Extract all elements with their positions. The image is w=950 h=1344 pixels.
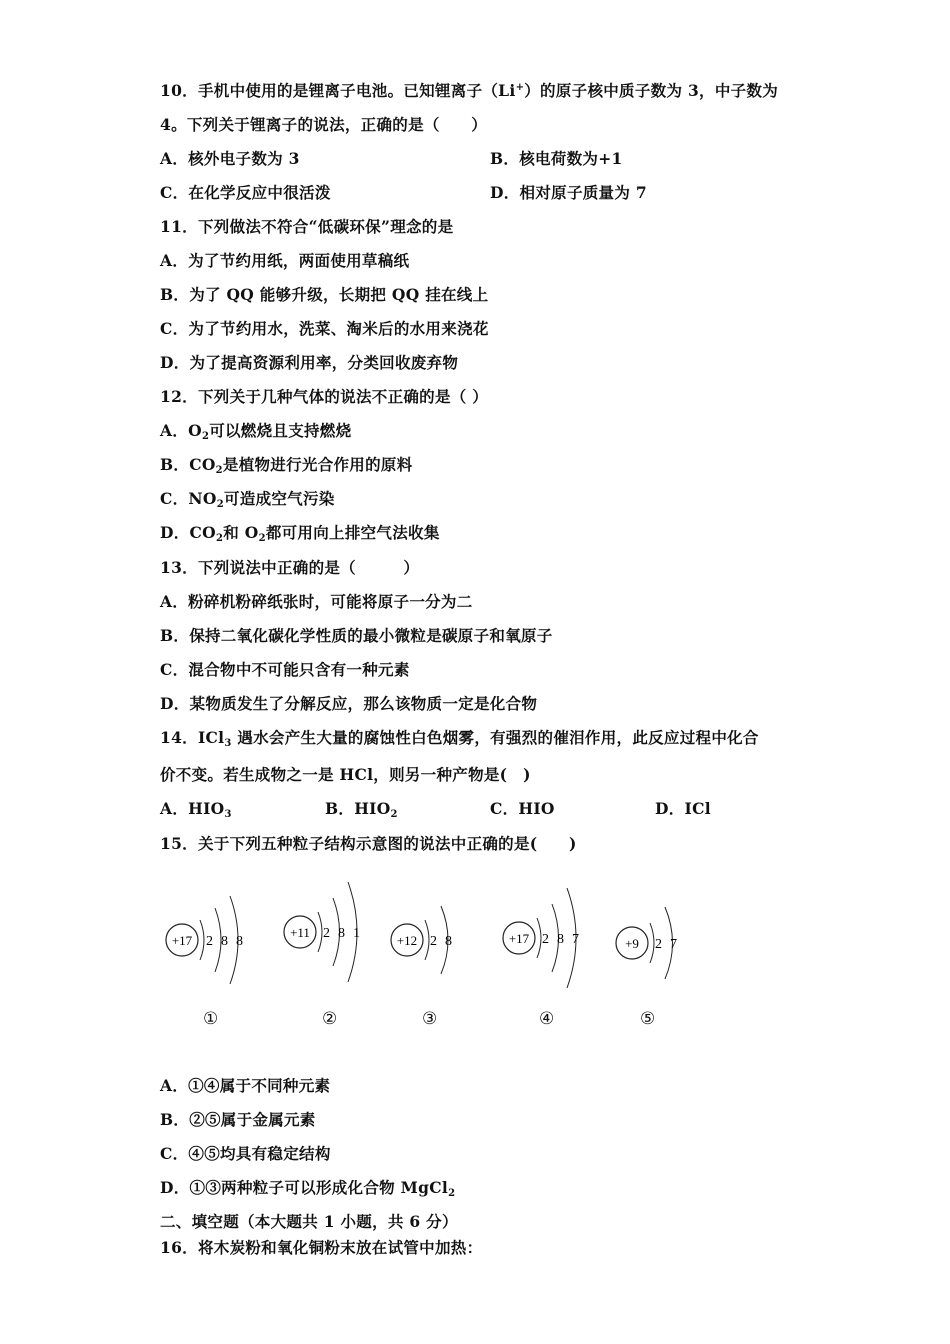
q10-option-c: C．在化学反应中很活泼 [160,183,331,202]
shell-electrons: 7 [572,932,579,947]
shell-electrons: 8 [236,934,243,949]
atom-diagram-4-svg [497,878,607,998]
q11-stem: 11．下列做法不符合“低碳环保”理念的是 [160,217,454,236]
q15-option-d: D．①③两种粒子可以形成化合物 MgCl$_2$ [160,1178,456,1199]
atom-label-2: ② [322,1009,338,1029]
nucleus-charge: +12 [396,933,418,948]
atom-diagram-2-svg [280,872,390,992]
atom-diagram-4 [497,878,607,1002]
q11-option-b: B．为了 QQ 能够升级，长期把 QQ 挂在线上 [160,285,489,304]
q13-option-c: C．混合物中不可能只含有一种元素 [160,660,410,679]
shell-arc [425,920,429,960]
atom-diagram-1 [160,880,270,1004]
atom-diagram-2 [280,872,390,996]
section-heading: 二、填空题（本大题共 1 小题，共 6 分） [160,1212,458,1231]
q14-option-d: D．ICl [655,799,711,818]
atom-diagram-1-svg [160,880,270,1000]
shell-electrons: 2 [430,934,437,949]
shell-electrons: 8 [445,934,452,949]
shell-electrons: 8 [221,934,228,949]
q11-option-a: A．为了节约用纸，两面使用草稿纸 [160,251,410,270]
atom-diagram-3 [385,880,475,1004]
q12-option-a: A．$O_2$可以燃烧且支持燃烧 [160,421,352,442]
q14-option-a: A．$HIO_3$ [160,799,232,820]
shell-arc [200,920,204,960]
shell-arc [318,912,322,952]
q14-stem-line2: 价不变。若生成物之一是 HCl，则另一种产物是( ) [160,765,531,784]
q15-option-b: B．②⑤属于金属元素 [160,1110,316,1129]
nucleus-charge: +9 [625,936,639,951]
atom-label-5: ⑤ [640,1009,656,1029]
nucleus-charge: +17 [508,931,530,946]
q11-option-d: D．为了提高资源利用率，分类回收废弃物 [160,353,459,372]
q12-stem: 12．下列关于几种气体的说法不正确的是（ ） [160,387,489,406]
atom-label-3: ③ [422,1009,438,1029]
q10-option-d: D．相对原子质量为 7 [490,183,647,202]
shell-electrons: 2 [323,926,330,941]
q12-option-b: B．$CO_2$是植物进行光合作用的原料 [160,455,413,476]
q10-option-b: B．核电荷数为+1 [490,149,623,168]
q10-stem-line2: 4。下列关于锂离子的说法，正确的是（ ） [160,115,488,134]
q15-option-a: A．①④属于不同种元素 [160,1076,331,1095]
q14-option-b: B．$HIO_2$ [325,799,398,820]
shell-electrons: 2 [542,932,549,947]
atom-label-4: ④ [539,1009,555,1029]
q13-option-b: B．保持二氧化碳化学性质的最小微粒是碳原子和氧原子 [160,626,553,645]
atom-diagram-3-svg [385,880,475,1000]
nucleus-charge: +11 [290,925,310,940]
q10-option-a: A．核外电子数为 3 [160,149,300,168]
q15-option-c: C．④⑤均具有稳定结构 [160,1144,331,1163]
atom-diagram-5 [610,885,700,1009]
q13-option-d: D．某物质发生了分解反应，那么该物质一定是化合物 [160,694,538,713]
shell-electrons: 2 [655,937,662,952]
shell-electrons: 7 [670,937,677,952]
q15-stem: 15．关于下列五种粒子结构示意图的说法中正确的是( ) [160,834,577,853]
q11-option-c: C．为了节约用水，洗菜、淘米后的水用来浇花 [160,319,489,338]
shell-electrons: 8 [338,926,345,941]
q14-option-c: C．HIO [490,799,555,818]
shell-arc [537,918,541,958]
q13-stem: 13．下列说法中正确的是（ ） [160,558,420,577]
atom-label-1: ① [203,1009,219,1029]
shell-electrons: 8 [557,932,564,947]
q10-stem-line1: 10．手机中使用的是锂离子电池。已知锂离子（Li+）的原子核中质子数为 3，中子数为 [160,81,779,100]
q12-option-c: C．$NO_2$可造成空气污染 [160,489,335,510]
q13-option-a: A．粉碎机粉碎纸张时，可能将原子一分为二 [160,592,473,611]
q12-option-d: D．$CO_2$和 $O_2$都可用向上排空气法收集 [160,523,440,544]
shell-electrons: 1 [353,926,360,941]
atom-diagram-5-svg [610,885,700,1005]
q16-stem: 16．将木炭粉和氧化铜粉末放在试管中加热： [160,1238,483,1257]
shell-electrons: 2 [206,934,213,949]
q14-stem-line1: 14．ICl$_3$ 遇水会产生大量的腐蚀性白色烟雾，有强烈的催泪作用，此反应过程中化合 [160,728,759,749]
nucleus-charge: +17 [171,933,193,948]
shell-arc [650,923,654,963]
